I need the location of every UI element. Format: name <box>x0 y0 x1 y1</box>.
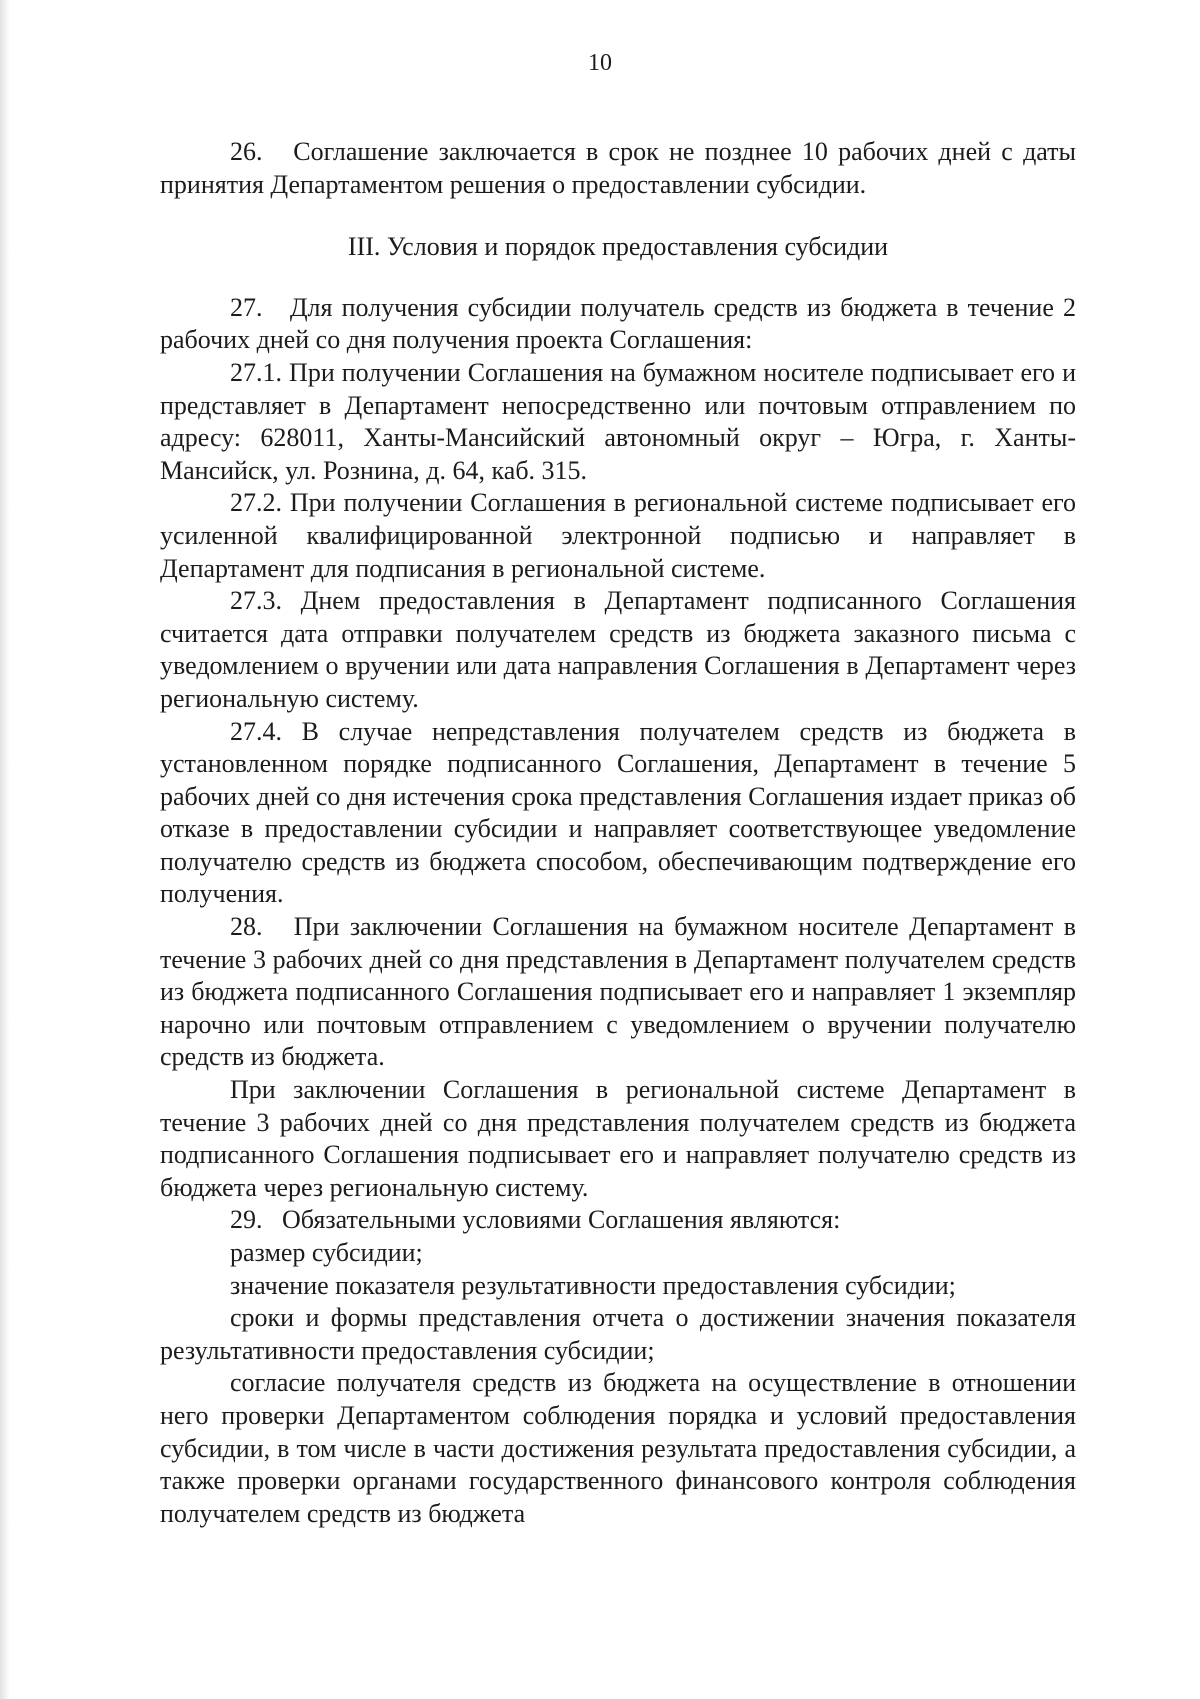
paragraph-27-4: 27.4. В случае непредставления получателем средств из бюджета в установленном порядке подписанного Соглашения, Департамент в течение 5 рабочих дней со дня истечения срока представления Соглашения издает приказ об отказе в предоставлении субсидии и направляет соответствующее уведомление получателю средств из бюджета способом, обеспечивающим подтверждение его получения. <box>160 716 1076 909</box>
condition-subsidy-amount: размер субсидии; <box>230 1238 423 1267</box>
paragraph-27-2: 27.2. При получении Соглашения в региональной системе подписывает его усиленной квалифицированной электронной подписью и направляет в Департамент для подписания в региональной системе. <box>160 488 1076 583</box>
document-body <box>160 136 1076 1530</box>
paragraph-27: 27. Для получения субсидии получатель средств из бюджета в течение 2 рабочих дней со дня получения проекта Соглашения: <box>160 292 1076 355</box>
section-heading: III. Условия и порядок предоставления субсидии <box>347 232 889 262</box>
condition-inspection-consent: согласие получателя средств из бюджета на осуществление в отношении него проверки Департаментом соблюдения порядка и условий предоставления субсидии, в том числе в части достижения результата предоставления субсидии, а также проверки органами государственного финансового контроля соблюдения получателем средств из бюджета <box>160 1368 1076 1528</box>
page-number: 10 <box>588 50 612 76</box>
condition-report-terms: сроки и формы представления отчета о достижении значения показателя результативности предоставления субсидии; <box>160 1303 1076 1365</box>
paragraph-28-continued: При заключении Соглашения в региональной системе Департамент в течение 3 рабочих дней со дня представления получателем средств из бюджета подписанного Соглашения подписывает его и направляет получателю средств из бюджета через региональную систему. <box>160 1075 1076 1202</box>
paragraph-29: 29. Обязательными условиями Соглашения являются: <box>230 1205 841 1235</box>
paragraph-27-1: 27.1. При получении Соглашения на бумажном носителе подписывает его и представляет в Департамент непосредственно или почтовым отправлением по адресу: 628011, Ханты-Мансийский автономный округ – Югра, г. Ханты-Мансийск, ул. Рознина, д. 64, каб. 315. <box>160 357 1076 485</box>
paragraph-26: 26. Соглашение заключается в срок не позднее 10 рабочих дней с даты принятия Департаментом решения о предоставлении субсидии. <box>160 137 1076 199</box>
paragraph-28: 28. При заключении Соглашения на бумажном носителе Департамент в течение 3 рабочих дней со дня представления в Департамент получателем средств из бюджета подписанного Соглашения подписывает его и направляет 1 экземпляр нарочно или почтовым отправлением с уведомлением о вручении получателю средств из бюджета. <box>160 912 1076 1072</box>
paragraph-27-3: 27.3. Днем предоставления в Департамент подписанного Соглашения считается дата отправки получателем средств из бюджета заказного письма с уведомлением о вручении или дата направления Соглашения в Департамент через региональную систему. <box>160 586 1076 713</box>
condition-performance-indicator: значение показателя результативности предоставления субсидии; <box>230 1270 956 1300</box>
scan-edge <box>0 0 10 1699</box>
